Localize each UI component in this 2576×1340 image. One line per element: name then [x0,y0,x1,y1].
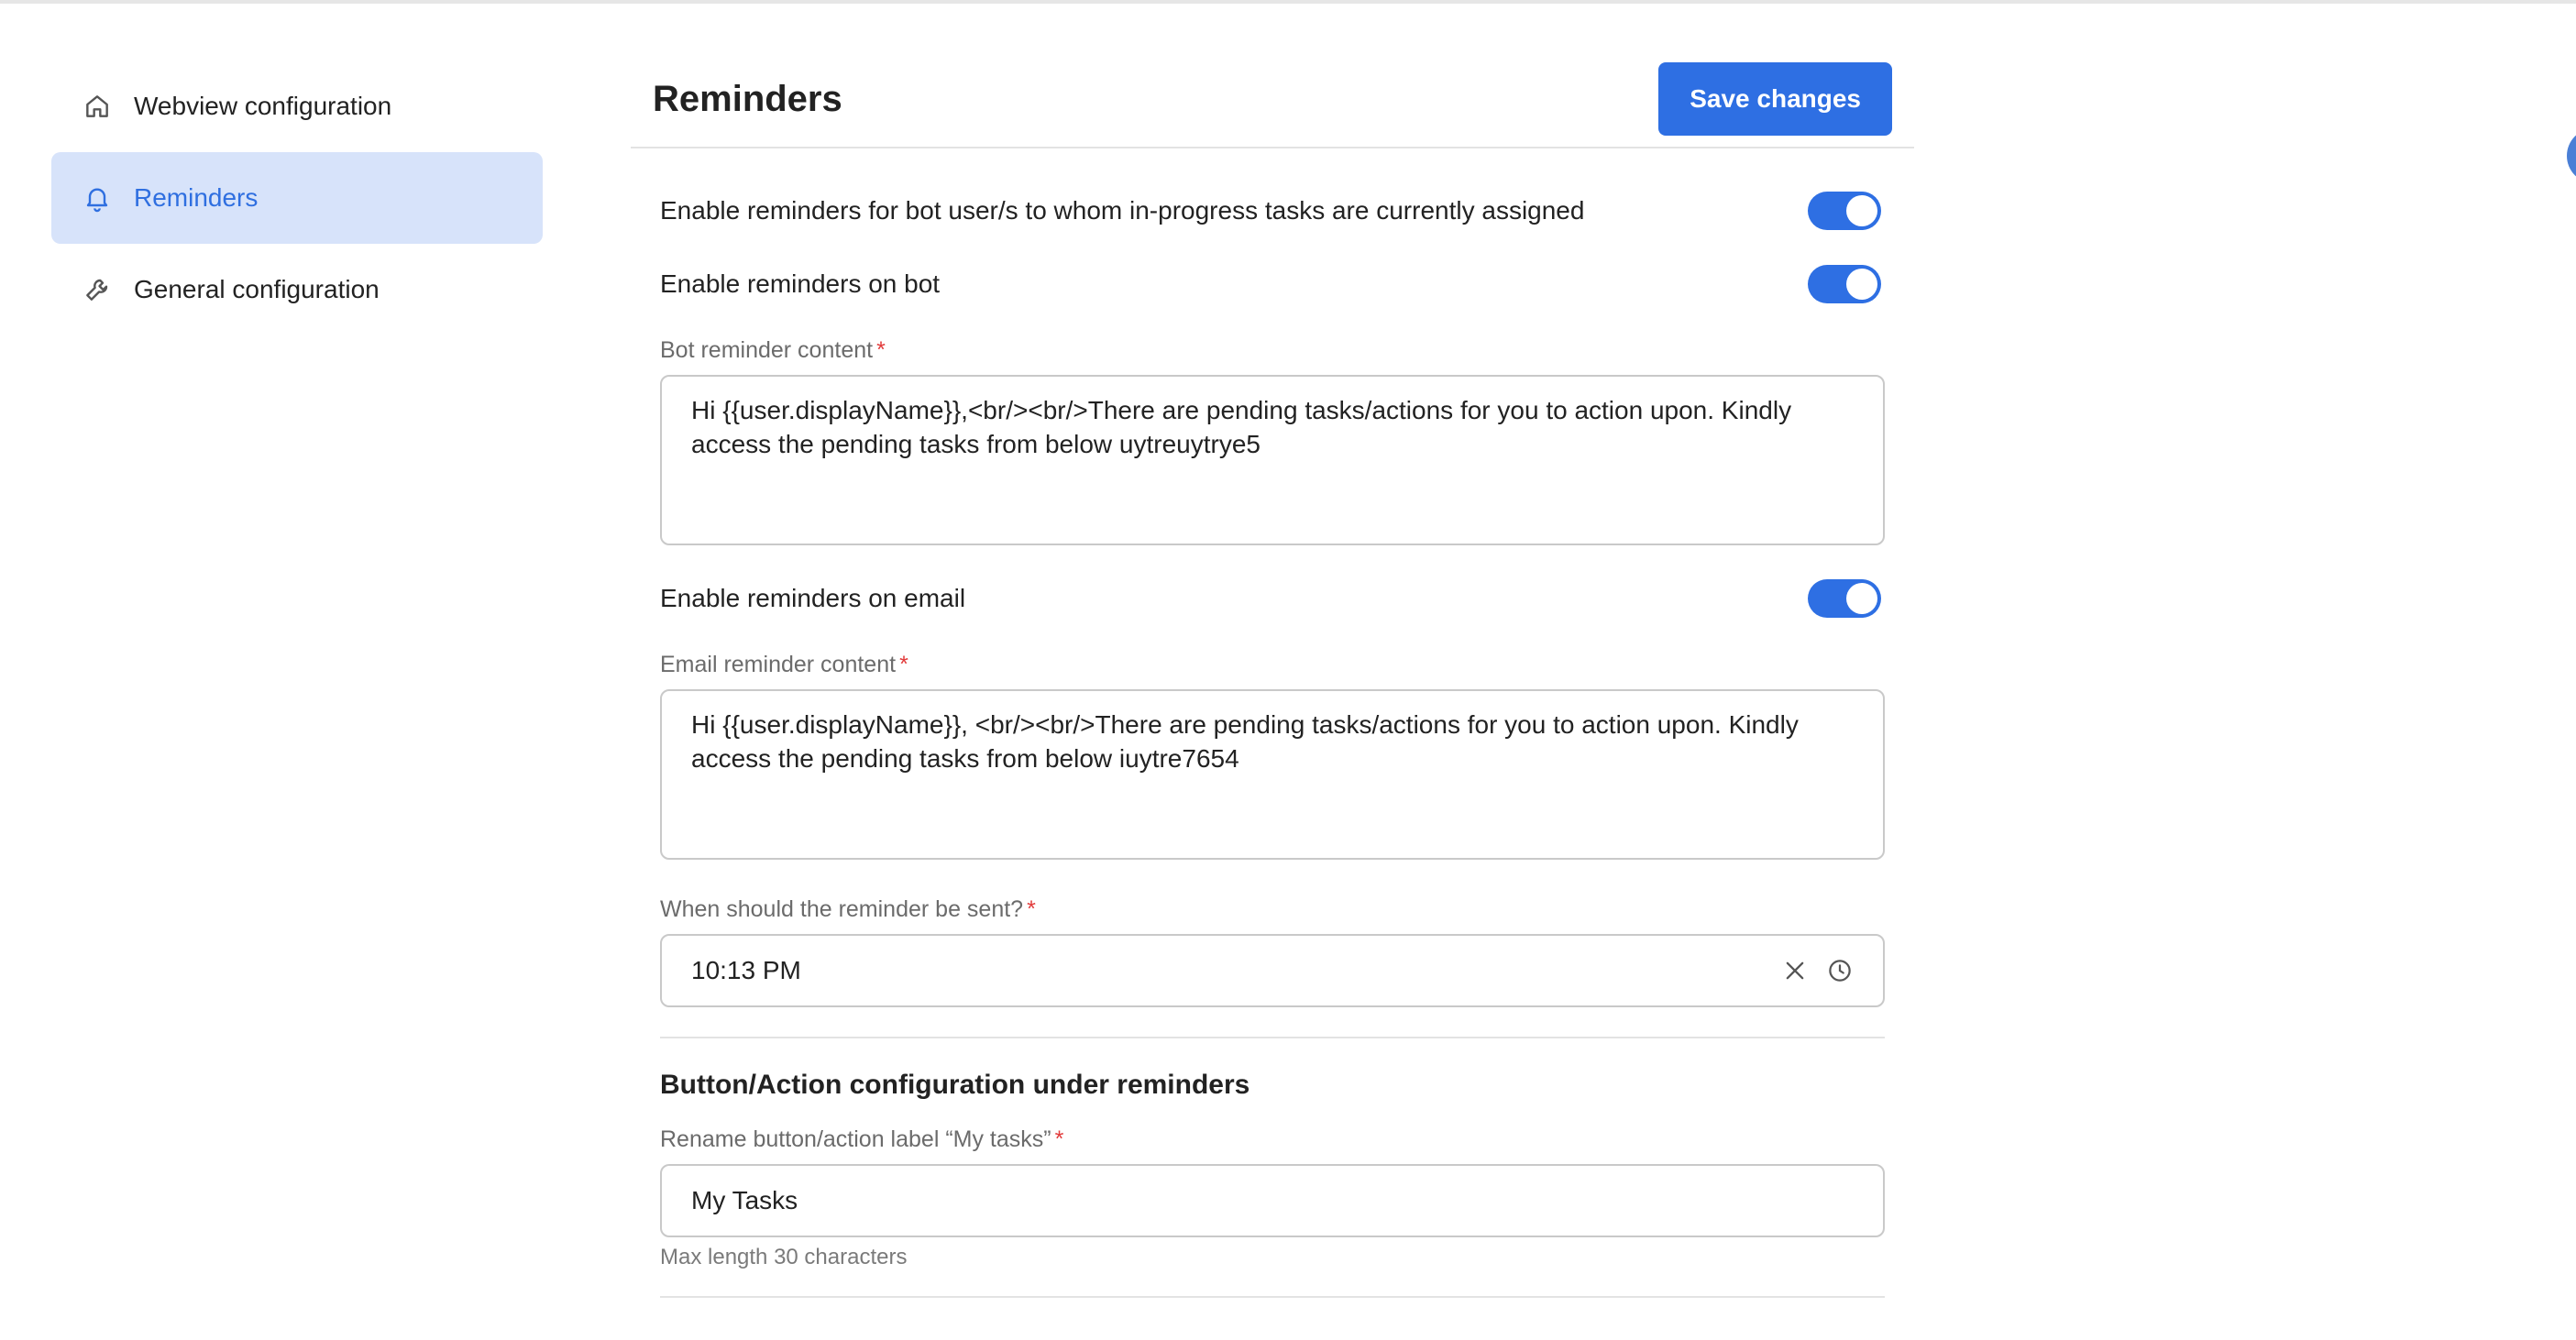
top-border [0,0,2576,4]
time-input-actions [1782,957,1854,984]
reminder-time-picker[interactable] [660,934,1885,1007]
bot-reminder-content-label [660,337,1885,364]
wrench-icon [83,275,112,304]
field-label-text: Bot reminder content [660,337,874,363]
toggle-label: Enable reminders on email [660,584,966,612]
field-label-text: Email reminder content [660,652,897,677]
reminder-time-value: 10:13 PM [691,956,801,984]
button-config-section-title: Button/Action configuration under reminders [660,1070,1250,1100]
toggle-knob [1846,269,1877,300]
field-label-text: When should the reminder be sent? [660,896,1024,922]
email-reminder-content-label [660,652,1885,678]
required-marker: * [1027,896,1036,922]
email-reminder-content-textarea[interactable]: Hi {{user.displayName}}, <br/><br/>There are pending tasks/actions for you to action upon. Kindly access the pending tasks from below iuytre7654 [660,689,1885,860]
toggle-row-email [660,562,1885,635]
sidebar-item-label: Webview configuration [134,92,392,120]
toggle-label: Enable reminders for bot user/s to whom in-progress tasks are currently assigned [660,196,1585,225]
page-title: Reminders [653,78,842,119]
toggle-knob [1846,583,1877,614]
rename-button-label [660,1126,1885,1153]
required-marker: * [899,652,908,677]
page-header [631,51,1914,148]
my-tasks-label-value: My Tasks [691,1186,798,1214]
reminders-form [631,148,1885,1298]
required-marker: * [876,337,886,363]
reminder-time-label [660,896,1885,923]
bot-reminder-content-textarea[interactable]: Hi {{user.displayName}},<br/><br/>There are pending tasks/actions for you to action upon. Kindly access the pending tasks from below uytreuytrye5 [660,375,1885,545]
sidebar-item-label: General configuration [134,275,380,303]
toggle-row-bot [660,247,1885,321]
in-progress-reminders-toggle[interactable] [1808,192,1881,230]
bot-reminders-toggle[interactable] [1808,265,1881,303]
sidebar [51,60,543,335]
sidebar-item-label: Reminders [134,183,259,212]
clear-icon[interactable] [1782,958,1808,983]
my-tasks-label-input[interactable] [660,1164,1885,1237]
toggle-knob [1846,195,1877,226]
toggle-label: Enable reminders on bot [660,269,941,298]
home-icon [83,92,112,121]
field-label-text: Rename button/action label “My tasks” [660,1126,1051,1152]
email-reminders-toggle[interactable] [1808,579,1881,618]
section-divider [660,1296,1885,1298]
sidebar-item-general-configuration[interactable] [51,244,543,335]
max-length-helper: Max length 30 characters [660,1245,908,1269]
floating-action-button[interactable] [2567,128,2576,183]
toggle-row-in-progress [660,174,1885,247]
bell-icon [83,183,112,213]
sidebar-item-webview-configuration[interactable] [51,60,543,152]
save-changes-button[interactable]: Save changes [1658,62,1892,136]
clock-icon[interactable] [1826,957,1854,984]
sidebar-item-reminders[interactable] [51,152,543,244]
main-panel [631,51,1914,1298]
required-marker: * [1054,1126,1064,1152]
